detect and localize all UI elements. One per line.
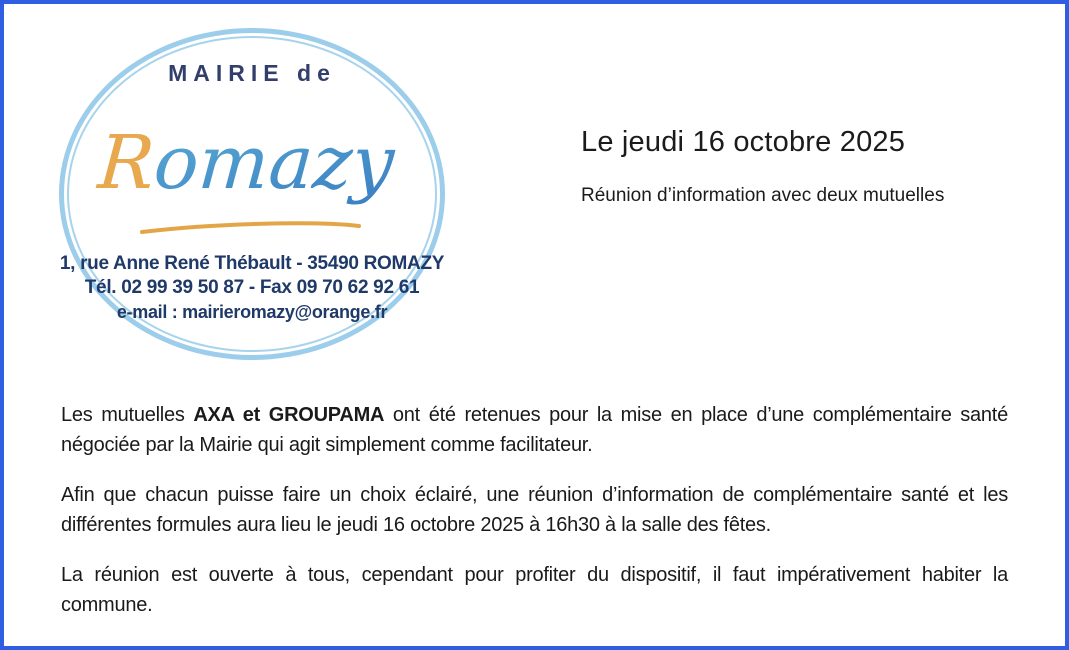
doc-header (581, 126, 1041, 207)
mairie-logo (59, 28, 445, 360)
logo-script-initial: R (95, 120, 158, 206)
logo-address-line: 1, rue Anne René Thébault - 35490 ROMAZY (59, 253, 445, 274)
paragraph-conditions: La réunion est ouverte à tous, cependant pour profiter du dispositif, il faut impérativement habiter la commune. (61, 564, 1008, 616)
logo-script-rest: omazy (151, 120, 397, 206)
logo-underline-stroke (142, 223, 359, 232)
paragraph-reunion: Afin que chacun puisse faire un choix éclairé, une réunion d’information de complémentaire santé et les différentes formules aura lieu le jeudi 16 octobre 2025 à 16h30 à la salle des fêtes. (61, 484, 1008, 536)
logo-org-line: MAIRIE de (168, 60, 336, 86)
paragraph-mutuelles (61, 400, 1008, 460)
paragraph-mutuelles-bold: AXA et GROUPAMA (193, 404, 385, 426)
logo-phone-fax-line: Tél. 02 99 39 50 87 - Fax 09 70 62 92 61 (84, 277, 420, 298)
meeting-subtitle: Réunion d’information avec deux mutuelles (581, 185, 945, 206)
paragraph-mutuelles-prefix: Les mutuelles (61, 404, 194, 426)
paragraph-mutuelles-suffix: ont été retenues pour la mise en place d’une complémentaire santé négociée par la Mairie qui agit simplement comme facilitateur. (61, 404, 1008, 456)
logo-address-block (59, 252, 445, 324)
date-title: Le jeudi 16 octobre 2025 (581, 126, 906, 158)
logo-script-name (87, 80, 417, 248)
doc-body (61, 400, 1008, 640)
logo-email-line: e-mail : mairieromazy@orange.fr (116, 302, 388, 322)
logo-script-text (94, 120, 398, 206)
